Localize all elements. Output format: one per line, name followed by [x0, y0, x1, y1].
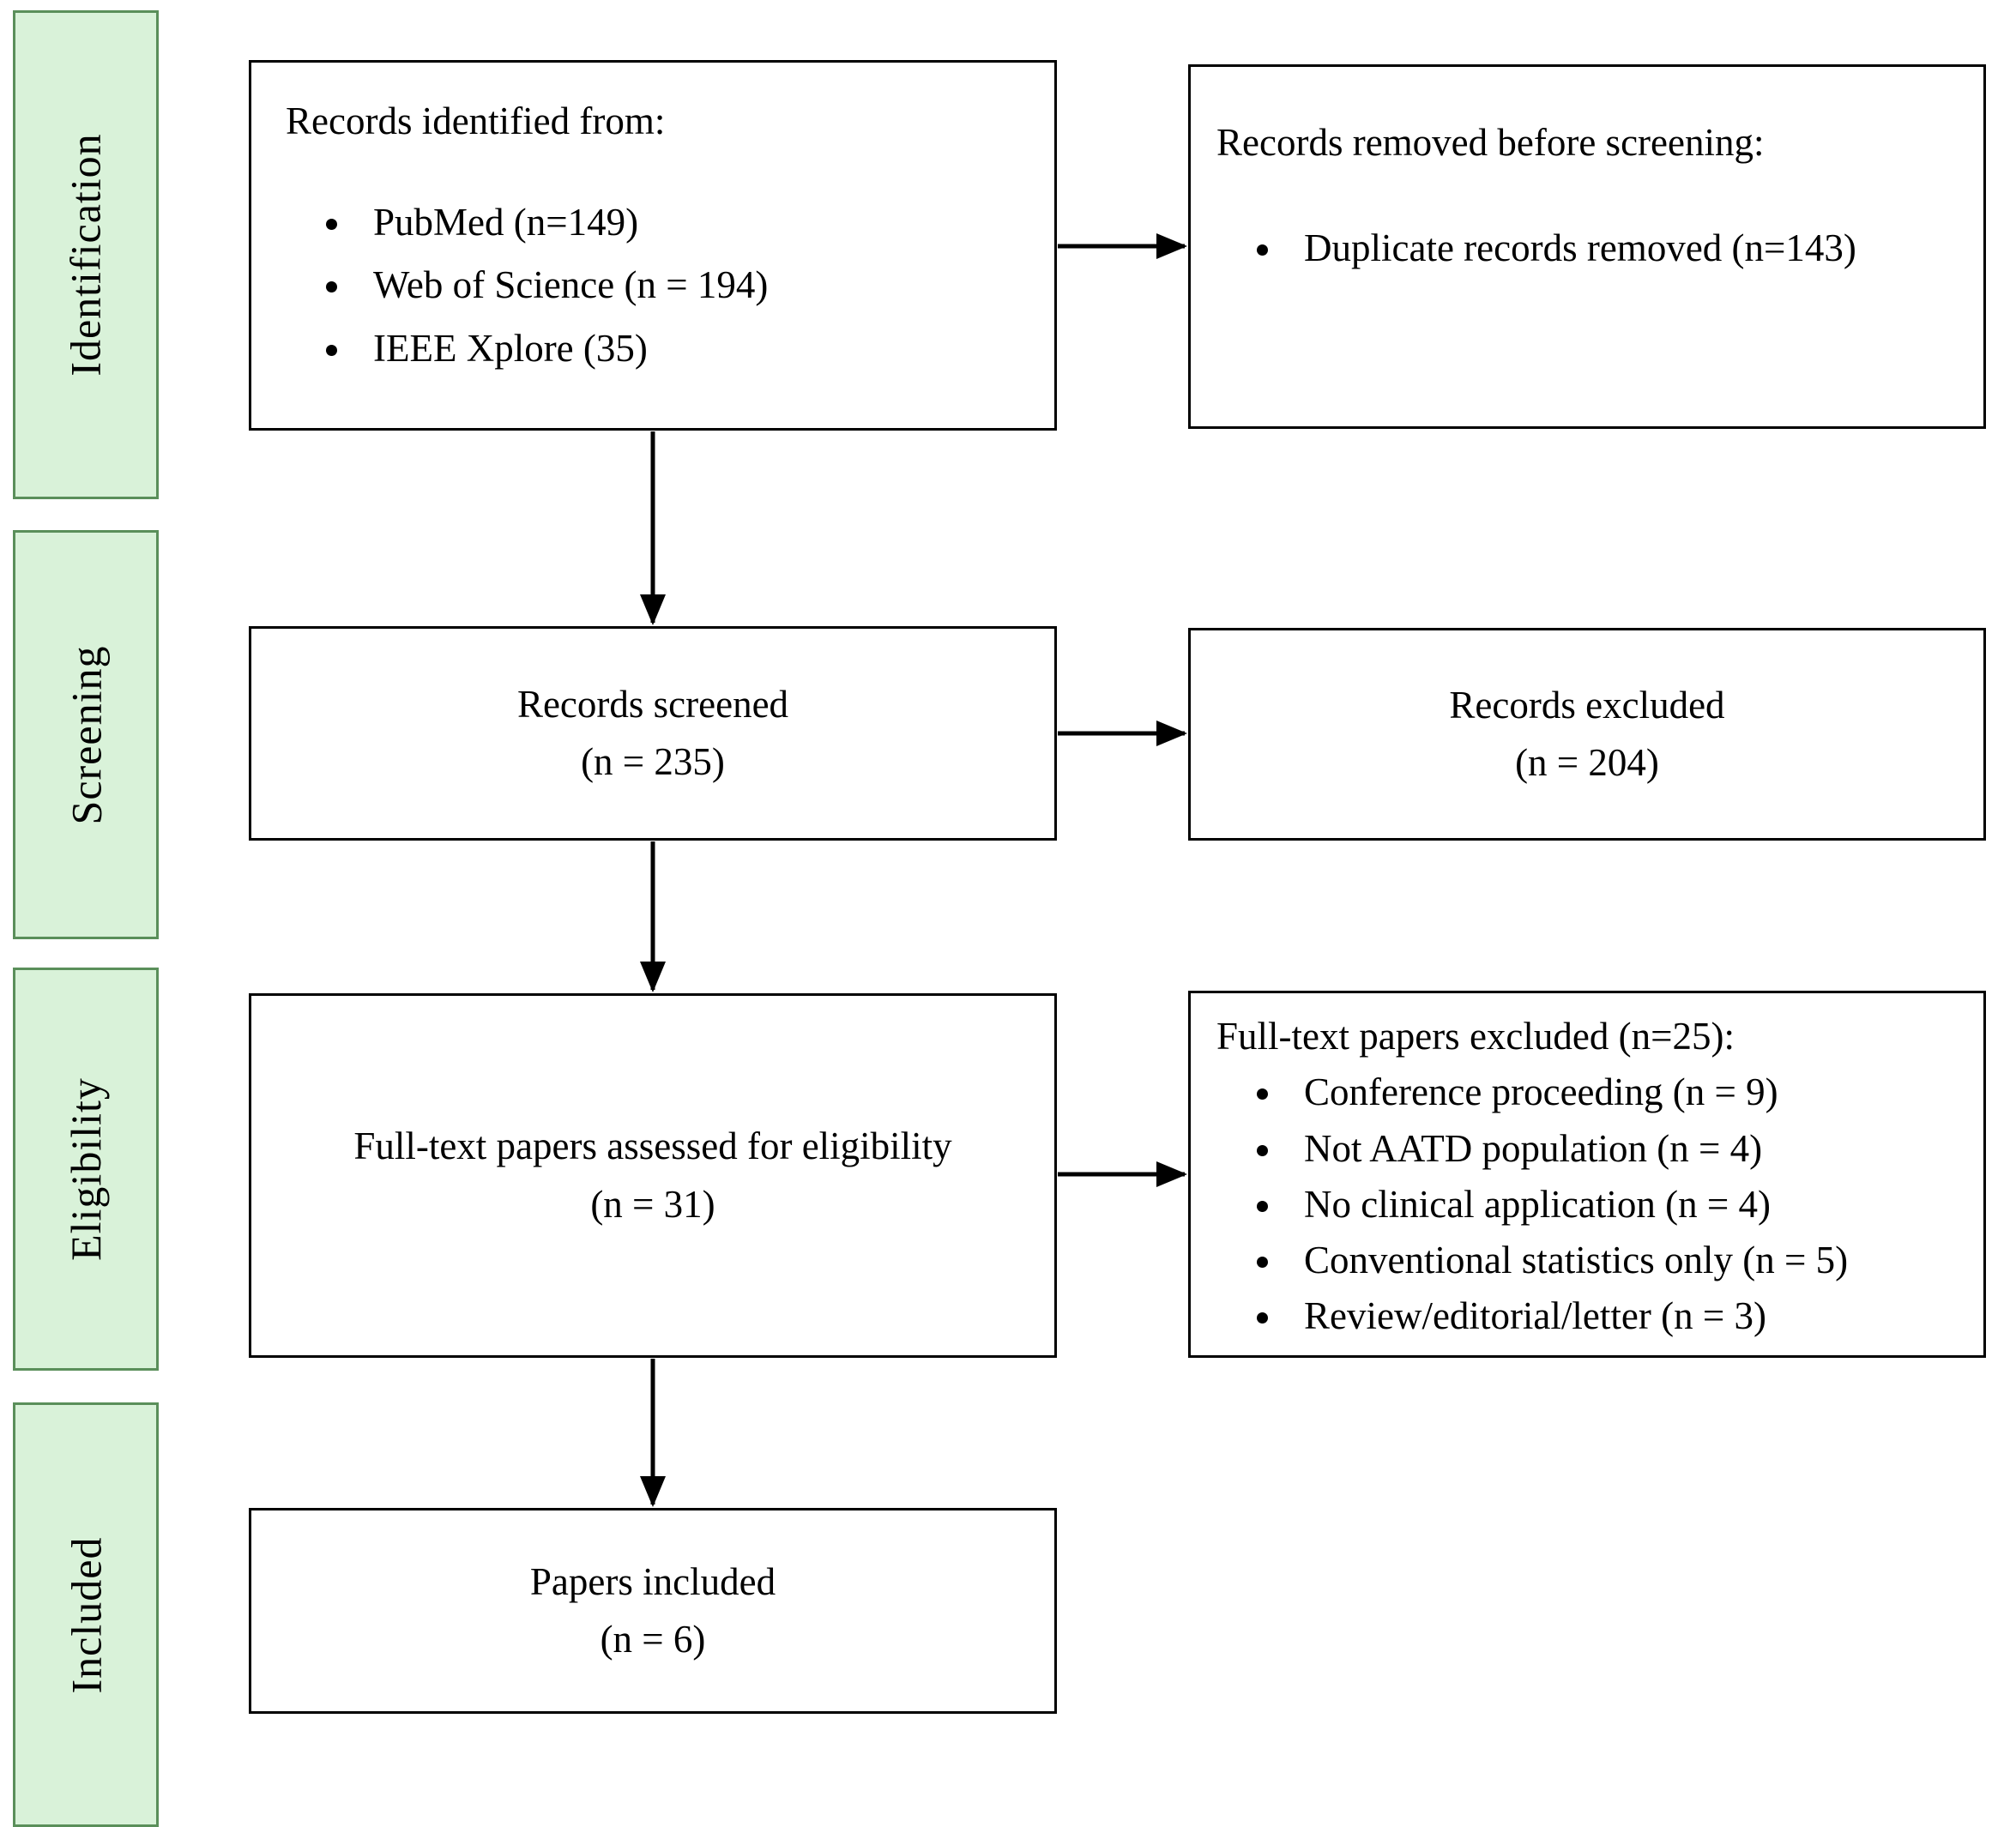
records-excluded-line1: Records excluded — [1449, 683, 1725, 727]
list-item: • PubMed (n=149) — [354, 194, 1020, 252]
stage-label-identification: Identification — [62, 133, 110, 377]
stage-eligibility — [13, 968, 159, 1371]
stage-identification — [13, 10, 159, 499]
stage-label-included: Included — [62, 1536, 110, 1693]
papers-included-line2: (n = 6) — [600, 1618, 706, 1661]
records-screened-line1: Records screened — [516, 682, 789, 726]
list-item: • Web of Science (n = 194) — [354, 256, 1020, 315]
list-item: • Review/editorial/letter (n = 3) — [1285, 1288, 1958, 1344]
fulltext-excluded-list — [1216, 1064, 1958, 1344]
list-item: • Conference proceeding (n = 9) — [1285, 1064, 1958, 1120]
stage-label-eligibility: Eligibility — [62, 1077, 111, 1261]
box-records-excluded — [1188, 628, 1986, 841]
list-item: • Not AATD population (n = 4) — [1285, 1121, 1958, 1177]
fulltext-assessed-line1: Full-text papers assessed for eligibility — [353, 1125, 952, 1167]
box-fulltext-assessed — [249, 993, 1057, 1358]
box-records-removed — [1188, 64, 1986, 429]
records-screened-line2: (n = 235) — [581, 740, 725, 783]
stage-screening — [13, 530, 159, 939]
list-item: • Duplicate records removed (n=143) — [1285, 220, 1958, 278]
records-identified-list — [286, 194, 1020, 378]
records-excluded-line2: (n = 204) — [1515, 741, 1659, 784]
records-identified-title: Records identified from: — [286, 99, 666, 142]
list-item: • IEEE Xplore (35) — [354, 320, 1020, 378]
fulltext-assessed-line2: (n = 31) — [590, 1182, 715, 1226]
list-item: • No clinical application (n = 4) — [1285, 1177, 1958, 1233]
records-removed-list — [1216, 220, 1958, 278]
stage-label-screening: Screening — [62, 645, 110, 824]
papers-included-line1: Papers included — [529, 1559, 776, 1603]
box-records-screened — [249, 626, 1057, 841]
list-item: • Conventional statistics only (n = 5) — [1285, 1233, 1958, 1288]
box-records-identified — [249, 60, 1057, 431]
records-removed-title: Records removed before screening: — [1216, 121, 1765, 164]
box-papers-included — [249, 1508, 1057, 1714]
stage-included — [13, 1402, 159, 1827]
box-fulltext-excluded — [1188, 991, 1986, 1358]
fulltext-excluded-title: Full-text papers excluded (n=25): — [1216, 1015, 1735, 1058]
